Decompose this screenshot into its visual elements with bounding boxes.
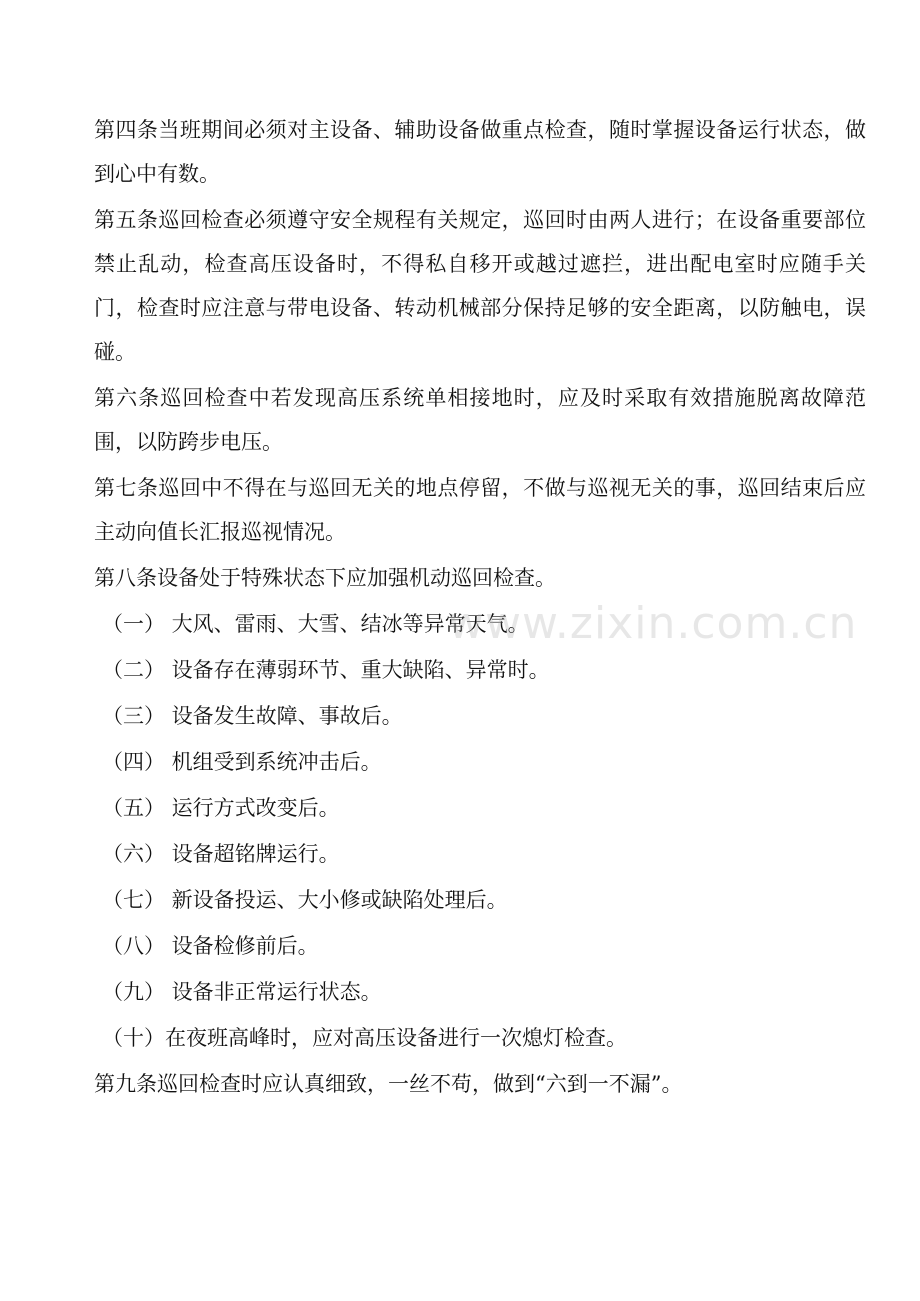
article-6: 第六条巡回检查中若发现高压系统单相接地时，应及时采取有效措施脱离故障范围，以防跨步电压。 xyxy=(94,386,866,454)
list-item: （一） 大风、雷雨、大雪、结冰等异常天气。 xyxy=(102,612,529,636)
list-item: （四） 机组受到系统冲击后。 xyxy=(102,750,382,774)
list-item: （二） 设备存在薄弱环节、重大缺陷、异常时。 xyxy=(102,658,550,682)
article-9: 第九条巡回检查时应认真细致，一丝不苟，做到“六到一不漏”。 xyxy=(94,1072,683,1096)
article-5: 第五条巡回检查必须遵守安全规程有关规定，巡回时由两人进行；在设备重要部位禁止乱动，检查高压设备时，不得私自移开或越过遮拦，进出配电室时应随手关门，检查时应注意与带电设备、转动机械部分保持足够的安全距离，以防触电，误碰。 xyxy=(94,208,866,364)
article-7: 第七条巡回中不得在与巡回无关的地点停留，不做与巡视无关的事，巡回结束后应主动向值长汇报巡视情况。 xyxy=(94,476,866,544)
list-item: （九） 设备非正常运行状态。 xyxy=(102,980,382,1004)
watermark: www.zixin.com.cn xyxy=(448,598,858,649)
list-item: （三） 设备发生故障、事故后。 xyxy=(102,704,403,728)
list-item: （七） 新设备投运、大小修或缺陷处理后。 xyxy=(102,888,508,912)
list-item: （十）在夜班高峰时，应对高压设备进行一次熄灯检查。 xyxy=(102,1026,627,1050)
list-item: （八） 设备检修前后。 xyxy=(102,934,319,958)
list-item: （六） 设备超铭牌运行。 xyxy=(102,842,340,866)
list-item: （五） 运行方式改变后。 xyxy=(102,796,340,820)
article-8: 第八条设备处于特殊状态下应加强机动巡回检查。 xyxy=(94,566,556,590)
article-4: 第四条当班期间必须对主设备、辅助设备做重点检查，随时掌握设备运行状态，做到心中有数。 xyxy=(94,118,866,186)
special-conditions-list xyxy=(94,602,866,1060)
